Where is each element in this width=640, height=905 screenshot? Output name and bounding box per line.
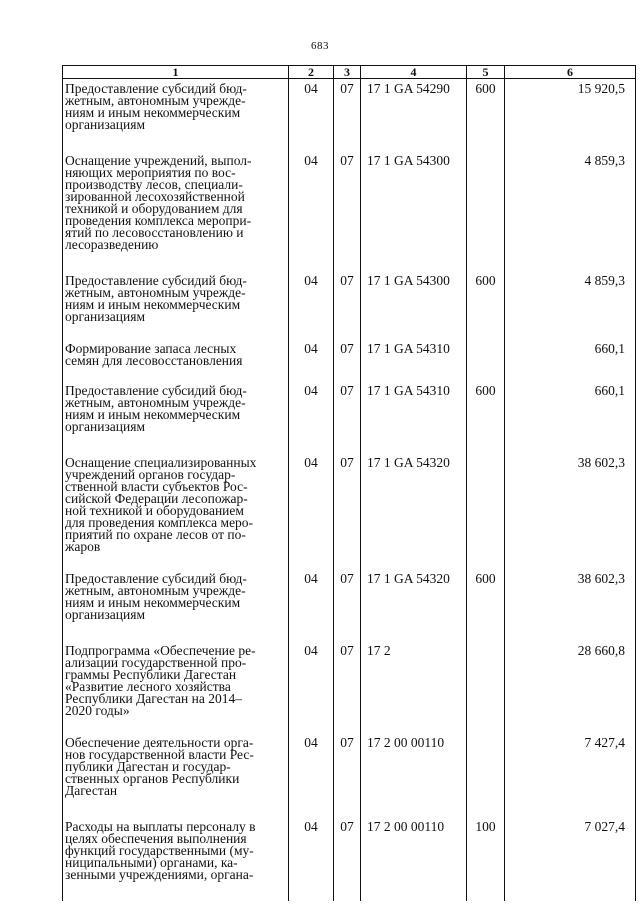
spacer-cell bbox=[467, 323, 505, 339]
spacer-cell bbox=[63, 131, 289, 151]
row-expense-type bbox=[467, 641, 505, 717]
row-target-code: 17 1 GA 54300 bbox=[361, 271, 467, 323]
row-section: 04 bbox=[289, 339, 334, 367]
spacer-cell bbox=[505, 433, 636, 453]
row-name: Оснащение специализированных учреждений органов государ- ственной власти субъектов Рос- сийской Федерации лесопожар- ной техникой и оборудованием для проведения комплекса меро- приятий по охране лесов от по- жаров bbox=[63, 453, 289, 553]
spacer-cell bbox=[467, 553, 505, 569]
row-name: Предоставление субсидий бюд- жетным, автономным учрежде- ниям и иным некоммерческим организациям bbox=[63, 271, 289, 323]
spacer-cell bbox=[289, 881, 334, 901]
row-target-code: 17 1 GA 54320 bbox=[361, 569, 467, 621]
row-target-code: 17 2 00 00110 bbox=[361, 817, 467, 881]
row-spacer bbox=[63, 621, 636, 641]
row-name: Расходы на выплаты персоналу в целях обеспечения выполнения функций государственными (му- ниципальными) органами, ка- зенными учреждениями, органа- bbox=[63, 817, 289, 881]
spacer-cell bbox=[334, 367, 361, 381]
budget-table-container bbox=[62, 65, 635, 901]
spacer-cell bbox=[63, 433, 289, 453]
spacer-cell bbox=[467, 251, 505, 271]
spacer-cell bbox=[63, 881, 289, 901]
row-subsection: 07 bbox=[334, 817, 361, 881]
row-amount: 660,1 bbox=[505, 339, 636, 367]
row-subsection: 07 bbox=[334, 641, 361, 717]
spacer-cell bbox=[505, 367, 636, 381]
spacer-cell bbox=[289, 367, 334, 381]
spacer-cell bbox=[361, 797, 467, 817]
spacer-cell bbox=[63, 251, 289, 271]
row-expense-type bbox=[467, 151, 505, 251]
table-row bbox=[63, 569, 636, 621]
spacer-cell bbox=[289, 131, 334, 151]
header-col-1: 1 bbox=[63, 66, 289, 79]
row-expense-type: 600 bbox=[467, 271, 505, 323]
spacer-cell bbox=[334, 881, 361, 901]
row-target-code: 17 2 00 00110 bbox=[361, 733, 467, 797]
spacer-cell bbox=[467, 131, 505, 151]
table-row bbox=[63, 641, 636, 717]
spacer-cell bbox=[467, 621, 505, 641]
spacer-cell bbox=[361, 717, 467, 733]
table-row bbox=[63, 453, 636, 553]
table-row bbox=[63, 151, 636, 251]
spacer-cell bbox=[467, 797, 505, 817]
spacer-cell bbox=[63, 717, 289, 733]
spacer-cell bbox=[361, 433, 467, 453]
page-number: 683 bbox=[311, 40, 329, 52]
spacer-cell bbox=[505, 717, 636, 733]
row-name: Подпрограмма «Обеспечение ре- ализации государственной про- граммы Республики Дагестан «Развитие лесного хозяйства Республики Дагестан на 2014– 2020 годы» bbox=[63, 641, 289, 717]
row-name: Предоставление субсидий бюд- жетным, автономным учрежде- ниям и иным некоммерческим организациям bbox=[63, 569, 289, 621]
spacer-cell bbox=[467, 433, 505, 453]
row-amount: 38 602,3 bbox=[505, 453, 636, 553]
spacer-cell bbox=[334, 717, 361, 733]
spacer-cell bbox=[289, 251, 334, 271]
row-section: 04 bbox=[289, 817, 334, 881]
table-row bbox=[63, 79, 636, 132]
header-col-5: 5 bbox=[467, 66, 505, 79]
spacer-cell bbox=[289, 553, 334, 569]
row-subsection: 07 bbox=[334, 271, 361, 323]
row-expense-type bbox=[467, 453, 505, 553]
spacer-cell bbox=[334, 131, 361, 151]
row-name: Предоставление субсидий бюд- жетным, автономным учрежде- ниям и иным некоммерческим организациям bbox=[63, 381, 289, 433]
spacer-cell bbox=[289, 717, 334, 733]
row-amount: 28 660,8 bbox=[505, 641, 636, 717]
table-row bbox=[63, 339, 636, 367]
row-spacer bbox=[63, 131, 636, 151]
row-subsection: 07 bbox=[334, 453, 361, 553]
row-amount: 15 920,5 bbox=[505, 79, 636, 132]
row-spacer bbox=[63, 433, 636, 453]
row-target-code: 17 1 GA 54290 bbox=[361, 79, 467, 132]
spacer-cell bbox=[361, 323, 467, 339]
spacer-cell bbox=[289, 433, 334, 453]
row-spacer bbox=[63, 251, 636, 271]
row-target-code: 17 1 GA 54320 bbox=[361, 453, 467, 553]
table-body bbox=[63, 79, 636, 902]
table-row bbox=[63, 733, 636, 797]
spacer-cell bbox=[505, 881, 636, 901]
header-col-2: 2 bbox=[289, 66, 334, 79]
row-name: Оснащение учреждений, выпол- няющих мероприятия по вос- производству лесов, специали- зированной лесохозяйственной техникой и оборудованием для проведения комплекса меропри- ятий по лесовосстановлению и лесоразведению bbox=[63, 151, 289, 251]
spacer-cell bbox=[289, 797, 334, 817]
row-target-code: 17 1 GA 54300 bbox=[361, 151, 467, 251]
spacer-cell bbox=[334, 251, 361, 271]
spacer-cell bbox=[334, 553, 361, 569]
header-col-6: 6 bbox=[505, 66, 636, 79]
row-section: 04 bbox=[289, 151, 334, 251]
spacer-cell bbox=[334, 433, 361, 453]
row-spacer bbox=[63, 323, 636, 339]
row-spacer bbox=[63, 717, 636, 733]
row-amount: 7 427,4 bbox=[505, 733, 636, 797]
spacer-cell bbox=[63, 367, 289, 381]
header-col-3: 3 bbox=[334, 66, 361, 79]
row-subsection: 07 bbox=[334, 151, 361, 251]
row-name: Формирование запаса лесных семян для лесовосстановления bbox=[63, 339, 289, 367]
spacer-cell bbox=[361, 367, 467, 381]
row-amount: 4 859,3 bbox=[505, 271, 636, 323]
row-subsection: 07 bbox=[334, 733, 361, 797]
row-section: 04 bbox=[289, 381, 334, 433]
row-amount: 660,1 bbox=[505, 381, 636, 433]
spacer-cell bbox=[63, 553, 289, 569]
row-target-code: 17 1 GA 54310 bbox=[361, 339, 467, 367]
header-col-4: 4 bbox=[361, 66, 467, 79]
spacer-cell bbox=[289, 621, 334, 641]
row-subsection: 07 bbox=[334, 79, 361, 132]
spacer-cell bbox=[334, 621, 361, 641]
table-row bbox=[63, 271, 636, 323]
row-spacer bbox=[63, 367, 636, 381]
spacer-cell bbox=[63, 621, 289, 641]
spacer-cell bbox=[289, 323, 334, 339]
row-spacer bbox=[63, 553, 636, 569]
spacer-cell bbox=[505, 621, 636, 641]
row-target-code: 17 2 bbox=[361, 641, 467, 717]
header-row bbox=[63, 66, 636, 79]
spacer-cell bbox=[361, 131, 467, 151]
row-subsection: 07 bbox=[334, 381, 361, 433]
spacer-cell bbox=[505, 797, 636, 817]
row-target-code: 17 1 GA 54310 bbox=[361, 381, 467, 433]
spacer-cell bbox=[505, 553, 636, 569]
budget-table bbox=[62, 65, 636, 901]
spacer-cell bbox=[467, 367, 505, 381]
spacer-cell bbox=[334, 797, 361, 817]
row-expense-type: 600 bbox=[467, 569, 505, 621]
row-section: 04 bbox=[289, 569, 334, 621]
row-spacer bbox=[63, 797, 636, 817]
row-expense-type: 600 bbox=[467, 79, 505, 132]
table-row bbox=[63, 817, 636, 881]
spacer-cell bbox=[361, 553, 467, 569]
spacer-cell bbox=[361, 881, 467, 901]
row-expense-type: 600 bbox=[467, 381, 505, 433]
row-name: Предоставление субсидий бюд- жетным, автономным учрежде- ниям и иным некоммерческим организациям bbox=[63, 79, 289, 132]
spacer-cell bbox=[467, 881, 505, 901]
spacer-cell bbox=[63, 323, 289, 339]
row-section: 04 bbox=[289, 79, 334, 132]
spacer-cell bbox=[505, 323, 636, 339]
spacer-cell bbox=[334, 323, 361, 339]
row-expense-type bbox=[467, 339, 505, 367]
row-expense-type: 100 bbox=[467, 817, 505, 881]
row-spacer bbox=[63, 881, 636, 901]
row-name: Обеспечение деятельности орга- нов государственной власти Рес- публики Дагестан и государ- ственных органов Республики Дагестан bbox=[63, 733, 289, 797]
row-section: 04 bbox=[289, 271, 334, 323]
row-section: 04 bbox=[289, 641, 334, 717]
spacer-cell bbox=[467, 717, 505, 733]
spacer-cell bbox=[63, 797, 289, 817]
spacer-cell bbox=[361, 621, 467, 641]
row-amount: 7 027,4 bbox=[505, 817, 636, 881]
row-section: 04 bbox=[289, 453, 334, 553]
spacer-cell bbox=[505, 131, 636, 151]
row-amount: 38 602,3 bbox=[505, 569, 636, 621]
row-expense-type bbox=[467, 733, 505, 797]
row-section: 04 bbox=[289, 733, 334, 797]
spacer-cell bbox=[361, 251, 467, 271]
table-row bbox=[63, 381, 636, 433]
spacer-cell bbox=[505, 251, 636, 271]
row-amount: 4 859,3 bbox=[505, 151, 636, 251]
row-subsection: 07 bbox=[334, 569, 361, 621]
row-subsection: 07 bbox=[334, 339, 361, 367]
